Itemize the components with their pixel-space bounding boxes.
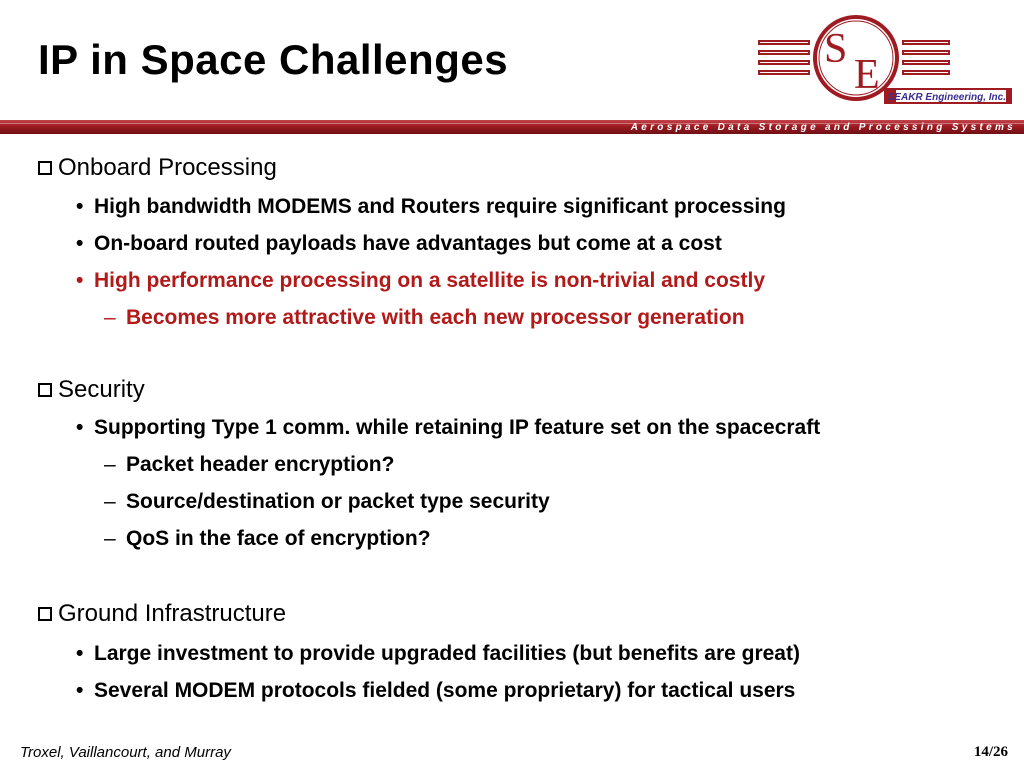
subbullet-item: – Packet header encryption? xyxy=(104,453,395,476)
subbullet-item-highlight: – Becomes more attractive with each new processor generation xyxy=(104,306,745,329)
box-bullet-icon xyxy=(38,607,52,621)
bullet-item: • Large investment to provide upgraded facilities (but benefits are great) xyxy=(76,642,800,665)
logo-letter-s: S xyxy=(824,26,848,72)
page-number: 14/26 xyxy=(973,744,1008,760)
bullet-item: • Several MODEM protocols fielded (some proprietary) for tactical users xyxy=(76,679,796,702)
company-logo xyxy=(756,12,1016,108)
bullet-item: • Supporting Type 1 comm. while retaining IP feature set on the spacecraft xyxy=(76,416,821,439)
box-bullet-icon xyxy=(38,161,52,175)
logo-letter-e: E xyxy=(854,52,880,98)
section-heading-security: Security xyxy=(38,376,145,404)
subbullet-item: – Source/destination or packet type security xyxy=(104,490,550,513)
box-bullet-icon xyxy=(38,383,52,397)
section-heading-onboard-processing: Onboard Processing xyxy=(38,154,277,182)
bullet-item: • On-board routed payloads have advantages but come at a cost xyxy=(76,232,722,255)
bullet-item: • High bandwidth MODEMS and Routers require significant processing xyxy=(76,195,786,218)
logo-company-name: SEAKR Engineering, Inc. xyxy=(887,92,1006,103)
section-heading-ground-infrastructure: Ground Infrastructure xyxy=(38,600,286,628)
subbullet-item: – QoS in the face of encryption? xyxy=(104,527,431,550)
slide-title: IP in Space Challenges xyxy=(38,36,509,83)
banner-tagline: Aerospace Data Storage and Processing Systems xyxy=(630,122,1016,133)
footer-authors: Troxel, Vaillancourt, and Murray xyxy=(20,744,231,761)
bullet-item-highlight: • High performance processing on a satellite is non-trivial and costly xyxy=(76,269,765,292)
